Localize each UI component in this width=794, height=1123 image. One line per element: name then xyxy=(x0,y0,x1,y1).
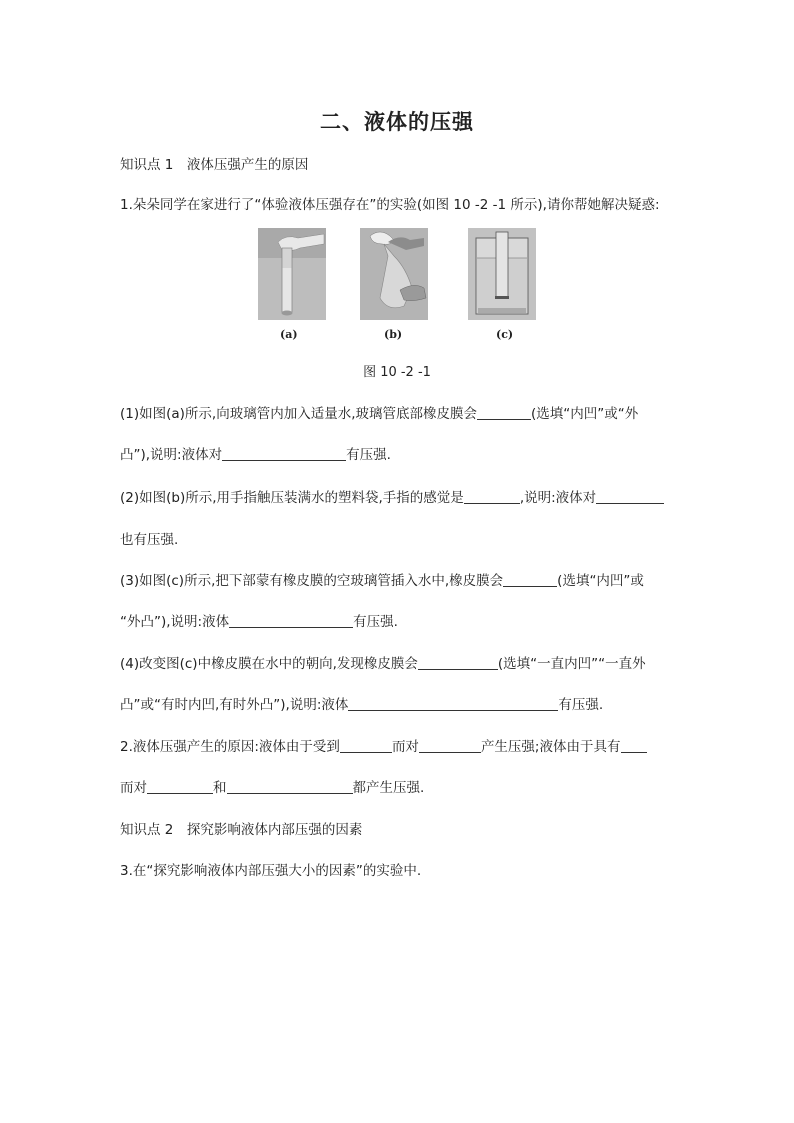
question-1-part-3-line-1: (3)如图(c)所示,把下部蒙有橡皮膜的空玻璃管插入水中,橡皮膜会 (选填“内凹”或 xyxy=(120,573,644,589)
figure-b-label: (b) xyxy=(384,328,403,341)
question-1-intro: 1.朵朵同学在家进行了“体验液体压强存在”的实验(如图 10 -2 -1 所示),请你帮她解决疑惑: xyxy=(120,197,660,213)
figure-b-photo xyxy=(360,228,428,320)
answer-blank[interactable] xyxy=(222,446,346,461)
question-1-part-4-line-2: 凸”或“有时内凹,有时外凸”),说明:液体 有压强. xyxy=(120,697,604,713)
answer-blank[interactable] xyxy=(464,489,520,504)
figure-caption: 图 10 -2 -1 xyxy=(363,365,431,380)
question-1-part-2-line-1: (2)如图(b)所示,用手指触压装满水的塑料袋,手指的感觉是 ,说明:液体对 xyxy=(120,486,664,506)
question-1-part-4-line-1: (4)改变图(c)中橡皮膜在水中的朝向,发现橡皮膜会 (选填“一直内凹”“一直外 xyxy=(120,656,646,672)
answer-blank[interactable] xyxy=(596,489,664,504)
question-2-line-2: 而对 和 都产生压强. xyxy=(120,780,425,796)
figure-a-photo xyxy=(258,228,326,320)
answer-blank[interactable] xyxy=(147,779,213,794)
figure-c-photo xyxy=(468,228,536,320)
question-3-text: 3.在“探究影响液体内部压强大小的因素”的实验中. xyxy=(120,863,422,879)
question-1-part-2-line-2: 也有压强. xyxy=(120,532,179,548)
answer-blank[interactable] xyxy=(348,696,558,711)
answer-blank[interactable] xyxy=(418,655,498,670)
page-title: 二、液体的压强 xyxy=(320,110,474,134)
answer-blank[interactable] xyxy=(227,779,353,794)
question-1-part-3-line-2: “外凸”),说明:液体 有压强. xyxy=(120,614,398,630)
knowledge-point-2-heading: 知识点 2 探究影响液体内部压强的因素 xyxy=(120,822,363,838)
figure-a-label: (a) xyxy=(280,328,298,341)
answer-blank[interactable] xyxy=(621,738,647,753)
question-2-line-1: 2.液体压强产生的原因:液体由于受到 而对 产生压强;液体由于具有 xyxy=(120,735,647,755)
answer-blank[interactable] xyxy=(503,572,557,587)
answer-blank[interactable] xyxy=(477,405,531,420)
question-1-part-1-line-1: (1)如图(a)所示,向玻璃管内加入适量水,玻璃管底部橡皮膜会 (选填“内凹”或“外 xyxy=(120,406,639,422)
answer-blank[interactable] xyxy=(229,613,353,628)
knowledge-point-1-heading: 知识点 1 液体压强产生的原因 xyxy=(120,157,309,173)
answer-blank[interactable] xyxy=(340,738,392,753)
figure-c-label: (c) xyxy=(496,328,514,341)
answer-blank[interactable] xyxy=(419,738,481,753)
question-1-part-1-line-2: 凸”),说明:液体对 有压强. xyxy=(120,447,391,463)
